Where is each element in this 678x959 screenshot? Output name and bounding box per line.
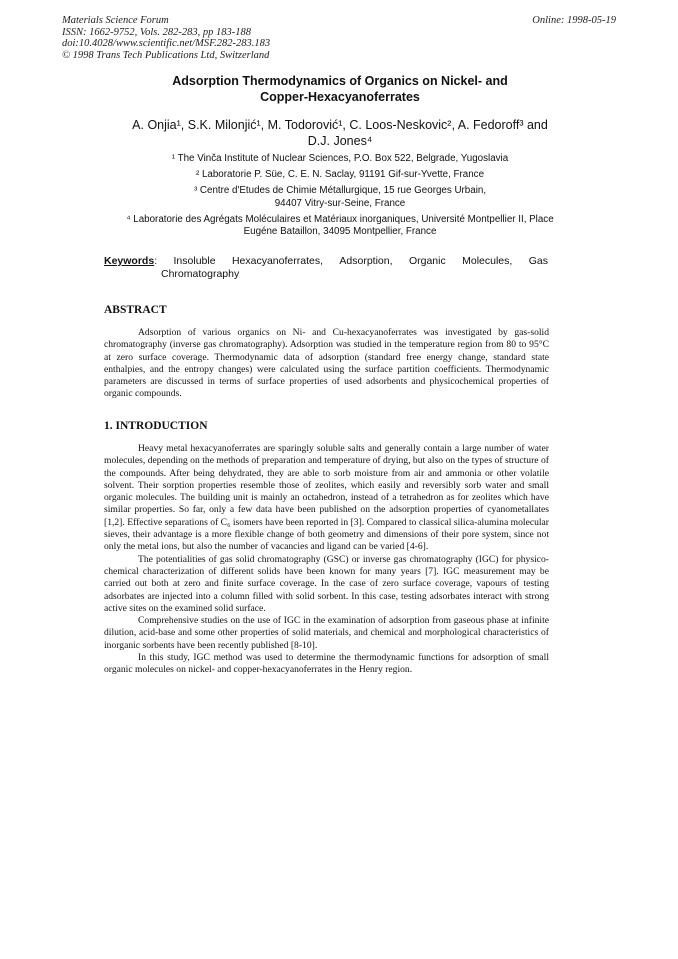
issn-line: ISSN: 1662-9752, Vols. 282-283, pp 183-188 bbox=[62, 26, 251, 38]
affiliation-1: ¹ The Vinča Institute of Nuclear Sciences, P.O. Box 522, Belgrade, Yugoslavia bbox=[171, 153, 509, 164]
keywords bbox=[104, 255, 548, 281]
keywords-row-2 bbox=[104, 268, 548, 281]
introduction-body bbox=[104, 443, 549, 677]
intro-paragraph-2: The potentialities of gas solid chromatography (GSC) or inverse gas chromatography (IGC) for physico-chemical characterization of different solids have been known for many years [7]. IGC measurement may be carried out both at zero and finite surface coverage. In the case of zero surface coverage, vapours of testing adsorbates are injected into a column filled with solid sorbent. In this case, testing adsorbates interact with strong active sites on the examined solid surface. bbox=[104, 553, 549, 614]
author-list bbox=[90, 118, 590, 149]
affiliations bbox=[110, 153, 570, 242]
doi-line: doi:10.4028/www.scientific.net/MSF.282-283.183 bbox=[62, 38, 271, 49]
title-line-1: Adsorption Thermodynamics of Organics on Nickel- and bbox=[172, 74, 508, 88]
journal-name: Materials Science Forum bbox=[62, 15, 169, 26]
intro-paragraph-4: In this study, IGC method was used to determine the thermodynamic functions for adsorption of small organic molecules on nickel- and copper-hexacyanoferrates in the Henry region. bbox=[104, 652, 549, 676]
keyword-word-7: Chromatography bbox=[161, 268, 240, 280]
title-line-2: Copper-Hexacyanoferrates bbox=[260, 89, 420, 104]
affiliation-4: ⁴ Laboratorie des Agrégats Moléculaires et Matériaux inorganiques, Université Montpellier II, Place Eugéne Bataillon, 34095 Montpellier, France bbox=[126, 213, 554, 237]
keywords-label: Keywords bbox=[104, 255, 155, 267]
paper-title bbox=[90, 74, 590, 105]
abstract-heading: ABSTRACT bbox=[104, 304, 167, 316]
keyword-word-1: Insoluble bbox=[173, 255, 216, 267]
publication-info bbox=[62, 15, 270, 61]
affiliation-3: ³ Centre d'Etudes de Chimie Métallurgique, 15 rue Georges Urbain, 94407 Vitry-sur-Seine, France bbox=[193, 185, 487, 209]
online-date: Online: 1998-05-19 bbox=[532, 15, 616, 26]
keywords-row-1 bbox=[104, 255, 548, 268]
keyword-word-4: Organic bbox=[408, 255, 446, 267]
introduction-heading: 1. INTRODUCTION bbox=[104, 420, 208, 432]
keyword-word-5: Molecules, bbox=[462, 255, 513, 267]
intro-paragraph-3: Comprehensive studies on the use of IGC in the examination of adsorption from gaseous phase at infinite dilution, acid-base and some other properties of solid materials, and chemical and morphological characteristics of inorganic sorbents have been recently published [8-10]. bbox=[104, 615, 549, 651]
keyword-word-3: Adsorption, bbox=[339, 255, 393, 267]
affiliation-2: ² Laboratorie P. Süe, C. E. N. Saclay, 91191 Gif-sur-Yvette, France bbox=[195, 169, 485, 180]
abstract-body bbox=[104, 327, 549, 401]
authors-line-2: D.J. Jones⁴ bbox=[307, 133, 373, 148]
copyright-line: © 1998 Trans Tech Publications Ltd, Switzerland bbox=[62, 49, 270, 61]
authors-line-1: A. Onjia¹, S.K. Milonjić¹, M. Todorović¹, C. Loos-Neskovic², A. Fedoroff³ and bbox=[132, 118, 548, 132]
keyword-word-6: Gas bbox=[528, 255, 548, 267]
keyword-word-2: Hexacyanoferrates, bbox=[231, 255, 323, 267]
intro-paragraph-1: Heavy metal hexacyanoferrates are sparingly soluble salts and generally contain a large number of water molecules, depending on the methods of preparation and temperature of drying, but also on the types of structure of the compounds. After being dehydrated, they are able to sorb moisture from air and ammonia or other volatile solvent. Their sorption properties resemble those of zeolites, which easily and reversibly sorb water and small organic molecules. The building unit is mainly an octahedron, instead of a tetrahedron as for zeolites which have similar properties. So far, only a few data have been published on the adsorption properties of cyanometallates [1,2]. Effective separations of C₆ isomers have been reported in [3]. Compared to classical silica-alumina molecular sieves, their advantage is a more flexible change of both geometry and dimensions of their pore system, since not only the metal ions, but also the number of vacancies and ligand can be varied [4-6]. bbox=[104, 443, 549, 553]
keywords-separator: : bbox=[154, 255, 158, 267]
abstract-text: Adsorption of various organics on Ni- and Cu-hexacyanoferrates was investigated by gas-solid chromatography (inverse gas chromatography). Adsorption was studied in the temperature region from 80 to 95°C at zero surface coverage. Thermodynamic data of adsorption (standard free energy change, standard state enthalpies, and the entropy changes) were calculated using the surface partition coefficients. Thermodynamic parameters are discussed in terms of surface properties of used adsorbents and physicochemical properties of organic compounds. bbox=[104, 327, 549, 400]
